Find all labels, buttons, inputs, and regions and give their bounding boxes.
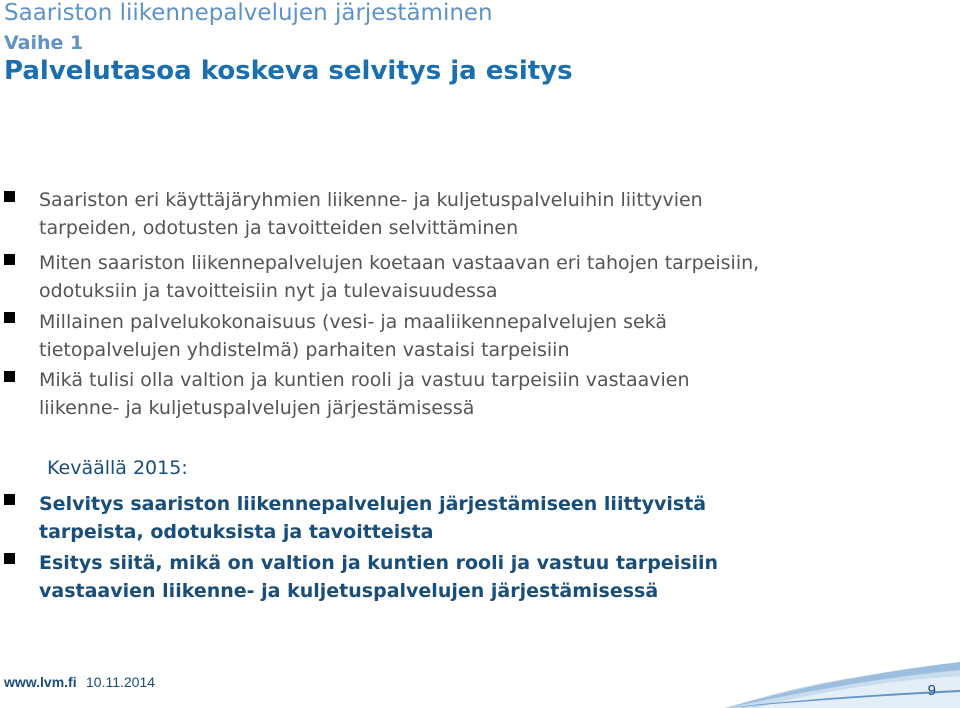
bullet-text-line: Miten saariston liikennepalvelujen koetaan vastaavan eri tahojen tarpeisiin, [39,252,760,274]
bullet-text-line: tarpeista, odotuksista ja tavoitteista [39,521,434,543]
bullet-square-icon [4,371,15,382]
footer [0,660,960,708]
bullet-text-line: tarpeiden, odotusten ja tavoitteiden selvittäminen [39,217,519,239]
bullet-text-line: Millainen palvelukokonaisuus (vesi- ja maaliikennepalvelujen sekä [39,311,667,333]
bullet-text-line: Esitys siitä, mikä on valtion ja kuntien rooli ja vastuu tarpeisiin [39,552,719,574]
bullet-text-line: odotuksiin ja tavoitteisiin nyt ja tulevaisuudessa [39,280,498,302]
spring-heading: Keväällä 2015: [47,457,188,479]
bullet-square-icon [4,494,15,505]
website-link[interactable]: www.lvm.fi [4,674,77,690]
bullet-square-icon [4,191,15,202]
slide-supertitle: Saariston liikennepalvelujen järjestäminen [4,0,493,26]
bullet-text-line: tietopalvelujen yhdistelmä) parhaiten vastaisi tarpeisiin [39,339,570,361]
bullet-text-line: Selvitys saariston liikennepalvelujen järjestämiseen liittyvistä [39,493,707,515]
phase-label: Vaihe 1 [4,32,84,54]
bullet-text-line: vastaavien liikenne- ja kuljetuspalvelujen järjestämisessä [39,580,659,602]
bullet-text-line: Mikä tulisi olla valtion ja kuntien rooli ja vastuu tarpeisiin vastaavien [39,369,690,391]
bullet-square-icon [4,553,15,564]
bullet-text-line: liikenne- ja kuljetuspalvelujen järjestämisessä [39,397,475,419]
footer-wave-decoration-icon [725,660,960,708]
slide-title: Palvelutasoa koskeva selvitys ja esitys [4,56,573,86]
bullet-square-icon [4,312,15,323]
bullet-text-line: Saariston eri käyttäjäryhmien liikenne- ja kuljetuspalveluihin liittyvien [39,189,703,211]
page-number: 9 [927,682,936,699]
footer-date: 10.11.2014 [86,674,156,690]
bullet-square-icon [4,254,15,265]
